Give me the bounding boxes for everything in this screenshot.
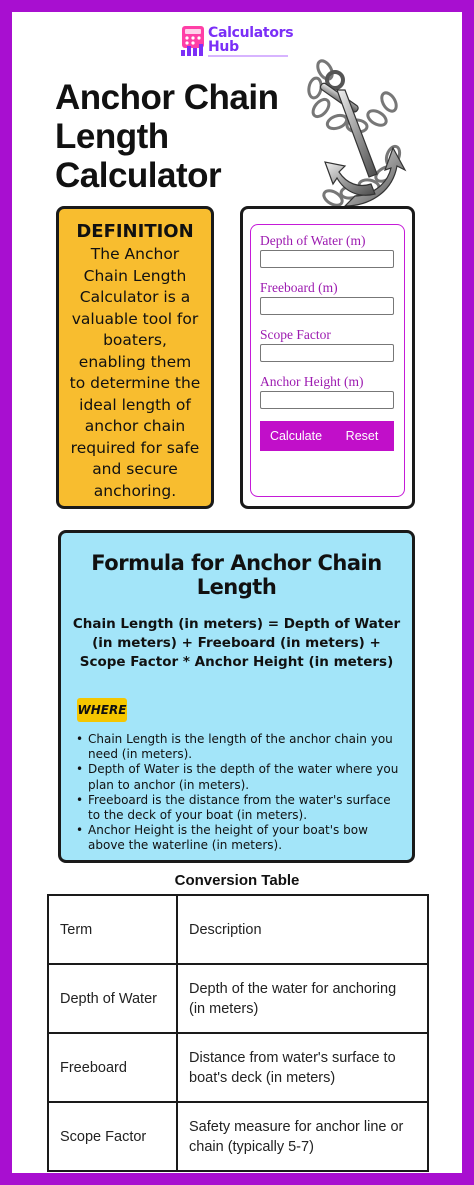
brand-line-1: Calculators: [208, 25, 294, 41]
brand-line-2: Hub: [208, 39, 239, 55]
title-line-1: Anchor Chain: [55, 78, 279, 117]
page-title: [55, 78, 305, 195]
list-item: • Anchor Height is the height of your boat's bow above the waterline (in meters).: [75, 823, 405, 853]
list-item: • Chain Length is the length of the anchor chain you need (in meters).: [75, 732, 405, 762]
table-cell: Depth of the water for anchoring (in meters): [177, 964, 428, 1033]
table-row: [48, 895, 428, 964]
table-cell: Description: [177, 895, 428, 964]
calculator-chart-icon: [180, 26, 206, 56]
table-row: [48, 964, 428, 1033]
table-cell: Term: [48, 895, 177, 964]
title-line-2: Length: [55, 117, 169, 156]
table-cell: Freeboard: [48, 1033, 177, 1102]
brand-name: [208, 26, 293, 54]
calculator-card: [240, 206, 415, 509]
table-cell: Distance from water's surface to boat's deck (in meters): [177, 1033, 428, 1102]
conversion-table: [47, 894, 429, 1172]
anchor-height-label: Anchor Height (m): [260, 374, 364, 389]
scope-factor-input[interactable]: [260, 344, 394, 362]
table-row: [48, 1102, 428, 1171]
brand-underline: [208, 55, 288, 57]
table-cell: Depth of Water: [48, 964, 177, 1033]
formula-card: [58, 530, 415, 863]
where-list: [75, 732, 405, 854]
scope-factor-label: Scope Factor: [260, 327, 331, 342]
depth-of-water-label: Depth of Water (m): [260, 233, 366, 248]
anchor-height-input[interactable]: [260, 391, 394, 409]
table-row: [48, 1033, 428, 1102]
anchor-chain-icon: [297, 56, 407, 211]
where-badge: WHERE: [77, 698, 127, 722]
formula-heading: Formula for Anchor Chain Length: [91, 551, 382, 599]
table-cell: Scope Factor: [48, 1102, 177, 1171]
freeboard-input[interactable]: [260, 297, 394, 315]
definition-text: The Anchor Chain Length Calculator is a valuable tool for boaters, enabling them to determine the ideal length of anchor chain required for safe and secure anchoring.: [69, 245, 201, 500]
calculator-button-bar: [260, 421, 394, 451]
list-item: • Freeboard is the distance from the water's surface to the deck of your boat (in meters).: [75, 793, 405, 823]
calculate-button[interactable]: Calculate: [260, 421, 332, 451]
conversion-table-title: Conversion Table: [174, 872, 300, 889]
table-cell: Safety measure for anchor line or chain (typically 5-7): [177, 1102, 428, 1171]
freeboard-label: Freeboard (m): [260, 280, 338, 295]
title-line-3: Calculator: [55, 156, 222, 195]
calculator-form: [250, 224, 405, 497]
reset-button[interactable]: Reset: [332, 421, 392, 451]
depth-of-water-input[interactable]: [260, 250, 394, 268]
list-item: • Depth of Water is the depth of the water where you plan to anchor (in meters).: [75, 762, 405, 792]
infographic-page: [12, 12, 462, 1173]
formula-text: Chain Length (in meters) = Depth of Water (in meters) + Freeboard (in meters) + Scope Factor * Anchor Height (in meters): [72, 616, 401, 670]
definition-card: [56, 206, 214, 509]
definition-heading: DEFINITION: [76, 221, 194, 242]
